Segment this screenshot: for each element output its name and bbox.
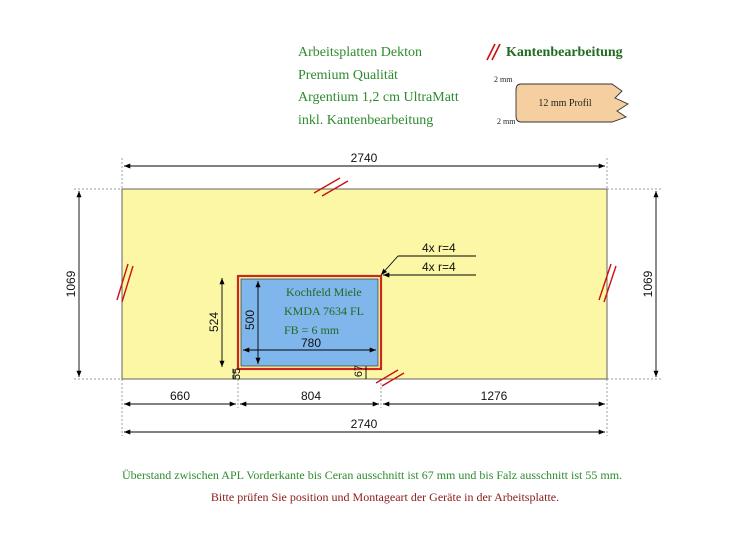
- header-line-4: inkl. Kantenbearbeitung: [298, 113, 434, 128]
- dim-right-height-label: 1069: [641, 270, 655, 298]
- radius-label-2: 4x r=4: [422, 260, 456, 274]
- dim-top-width-label: 2740: [350, 151, 378, 165]
- dim-left-height: [64, 191, 79, 377]
- dim-left-height-label: 1069: [64, 270, 78, 298]
- dim-hob-width-label: 780: [300, 336, 322, 350]
- cutout-line-2: KMDA 7634 FL: [284, 304, 365, 318]
- edge-top-mm: 2 mm: [494, 75, 513, 84]
- footer-notes: [122, 468, 622, 504]
- dim-segments: [124, 389, 605, 404]
- radius-label-1: 4x r=4: [422, 241, 456, 255]
- dim-front-gap-1: 55: [231, 367, 243, 381]
- hob-cutout: [238, 276, 381, 369]
- edge-title: Kantenbearbeitung: [506, 45, 623, 60]
- dim-bottom-width: [124, 417, 605, 432]
- header-line-1: Arbeitsplatten Dekton: [298, 45, 423, 60]
- dim-seg-right-label: 1276: [480, 389, 508, 403]
- cutout-line-3: FB = 6 mm: [284, 323, 340, 337]
- dim-right-height: [641, 191, 656, 377]
- dim-top-width: [124, 151, 605, 166]
- edge-bottom-mm: 2 mm: [497, 117, 516, 126]
- header-line-3: Argentium 1,2 cm UltraMatt: [298, 90, 459, 105]
- profile-label: 12 mm Profil: [538, 98, 592, 109]
- header-line-2: Premium Qualität: [298, 68, 398, 83]
- dim-seg-mid-label: 804: [300, 389, 322, 403]
- footer-note-1: Überstand zwischen APL Vorderkante bis Ceran ausschnitt ist 67 mm und bis Falz ausschnitt ist 55 mm.: [121, 468, 623, 482]
- cutout-line-1: Kochfeld Miele: [286, 285, 362, 299]
- footer-note-2: Bitte prüfen Sie position und Montageart der Geräte in der Arbeitsplatte.: [210, 490, 560, 504]
- edge-legend: [487, 44, 628, 126]
- dim-bottom-width-label: 2740: [350, 417, 378, 431]
- dim-front-gap-2: 67: [353, 364, 365, 378]
- header-block: [298, 45, 459, 128]
- dim-cutout-height-label: 524: [207, 311, 221, 333]
- dim-seg-left-label: 660: [169, 389, 191, 403]
- dim-hob-height-label: 500: [243, 309, 257, 331]
- edge-marker-icon: [487, 44, 500, 60]
